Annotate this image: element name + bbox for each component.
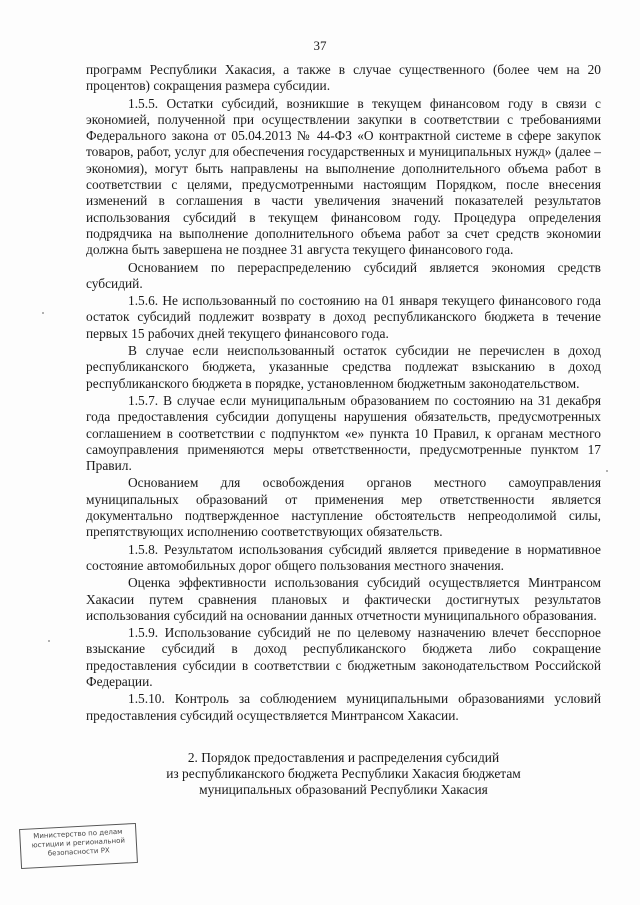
paragraph-1-5-8: 1.5.8. Результатом использования субсидий является приведение в нормативное состояние автомобильных дорог общего пользования местного значения. xyxy=(86,541,601,573)
paragraph-1-5-9: 1.5.9. Использование субсидий не по целевому назначению влечет бесспорное взыскание субсидий в доход республиканского бюджета либо сокращение предоставления субсидии в соответствии с бюджетным законодательством Российской Федерации. xyxy=(86,625,601,689)
paragraph-1-5-10: 1.5.10. Контроль за соблюдением муниципальными образованиями условий предоставления субсидий осуществляется Минтрансом Хакасии. xyxy=(86,691,601,723)
document-body xyxy=(86,62,601,799)
stamp-line-2: юстиции и региональной xyxy=(31,836,126,850)
paragraph-unused-balance: В случае если неиспользованный остаток субсидии не перечислен в доход республиканского бюджета, указанные средства подлежат взысканию в доход республиканского бюджета в порядке, установленном бюджетным законодательством. xyxy=(86,343,601,391)
paragraph-efficiency-evaluation: Оценка эффективности использования субсидий осуществляется Минтрансом Хакасии путем сравнения плановых и фактически достигнутых результатов использования субсидий на основании данных отчетности муниципального образования. xyxy=(86,575,601,623)
scan-speck xyxy=(606,470,608,472)
paragraph-exemption-basis: Основанием для освобождения органов местного самоуправления муниципальных образований от применения мер ответственности является документально подтвержденное наступление обстоятельств непреодолимой силы, препятствующих исполнению соответствующих обязательств. xyxy=(86,475,601,540)
paragraph-redistribution-basis: Основанием по перераспределению субсидий является экономия средств субсидий. xyxy=(86,259,601,291)
paragraph-1-5-7: 1.5.7. В случае если муниципальным образованием по состоянию на 31 декабря года предоставления субсидии допущены нарушения обязательств, предусмотренных соглашением в соответствии с подпунктом «е» пункта 10 Правил, к органам местного самоуправления применяются меры ответственности, предусмотренные пунктом 17 Правил. xyxy=(86,392,601,474)
section-title-line-2: из республиканского бюджета Республики Хакасия бюджетам xyxy=(166,766,521,782)
stamp-line-3: безопасности РХ xyxy=(47,846,110,858)
page-number: 37 xyxy=(313,38,327,53)
registration-stamp xyxy=(19,823,138,869)
paragraph-1-5-6: 1.5.6. Не использованный по состоянию на 01 января текущего финансового года остаток субсидий подлежит возврату в доход республиканского бюджета в течение первых 15 рабочих дней текущего финансового года. xyxy=(86,293,601,341)
stamp-line-1: Министерство по делам xyxy=(33,827,123,841)
paragraph-1-5-5: 1.5.5. Остатки субсидий, возникшие в текущем финансовом году в связи с экономией, полученной при осуществлении закупки в соответствии с требованиями Федерального закона от 05.04.2013 № 44-ФЗ «О контрактной системе в сфере закупок товаров, работ, услуг для обеспечения государственных и муниципальных нужд» (далее – экономия), могут быть направлены на выполнение дополнительного объема работ в соответствии с целями, предусмотренными настоящим Порядком, после внесения изменений в соглашения в части увеличения значений показателей результатов использования субсидий в текущем финансовом году. Процедура определения подрядчика на выполнение дополнительного объема работ за счет средств экономии должна быть завершена не позднее 31 августа текущего финансового года. xyxy=(86,95,601,258)
section-title xyxy=(86,750,601,799)
section-title-line-3: муниципальных образований Республики Хакасия xyxy=(199,782,488,798)
paragraph-0: программ Республики Хакасия, а также в случае существенного (более чем на 20 процентов) сокращения размера субсидии. xyxy=(86,62,601,94)
scan-speck xyxy=(42,312,44,314)
section-title-line-1: 2. Порядок предоставления и распределения субсидий xyxy=(187,749,500,765)
scan-speck xyxy=(48,640,50,642)
